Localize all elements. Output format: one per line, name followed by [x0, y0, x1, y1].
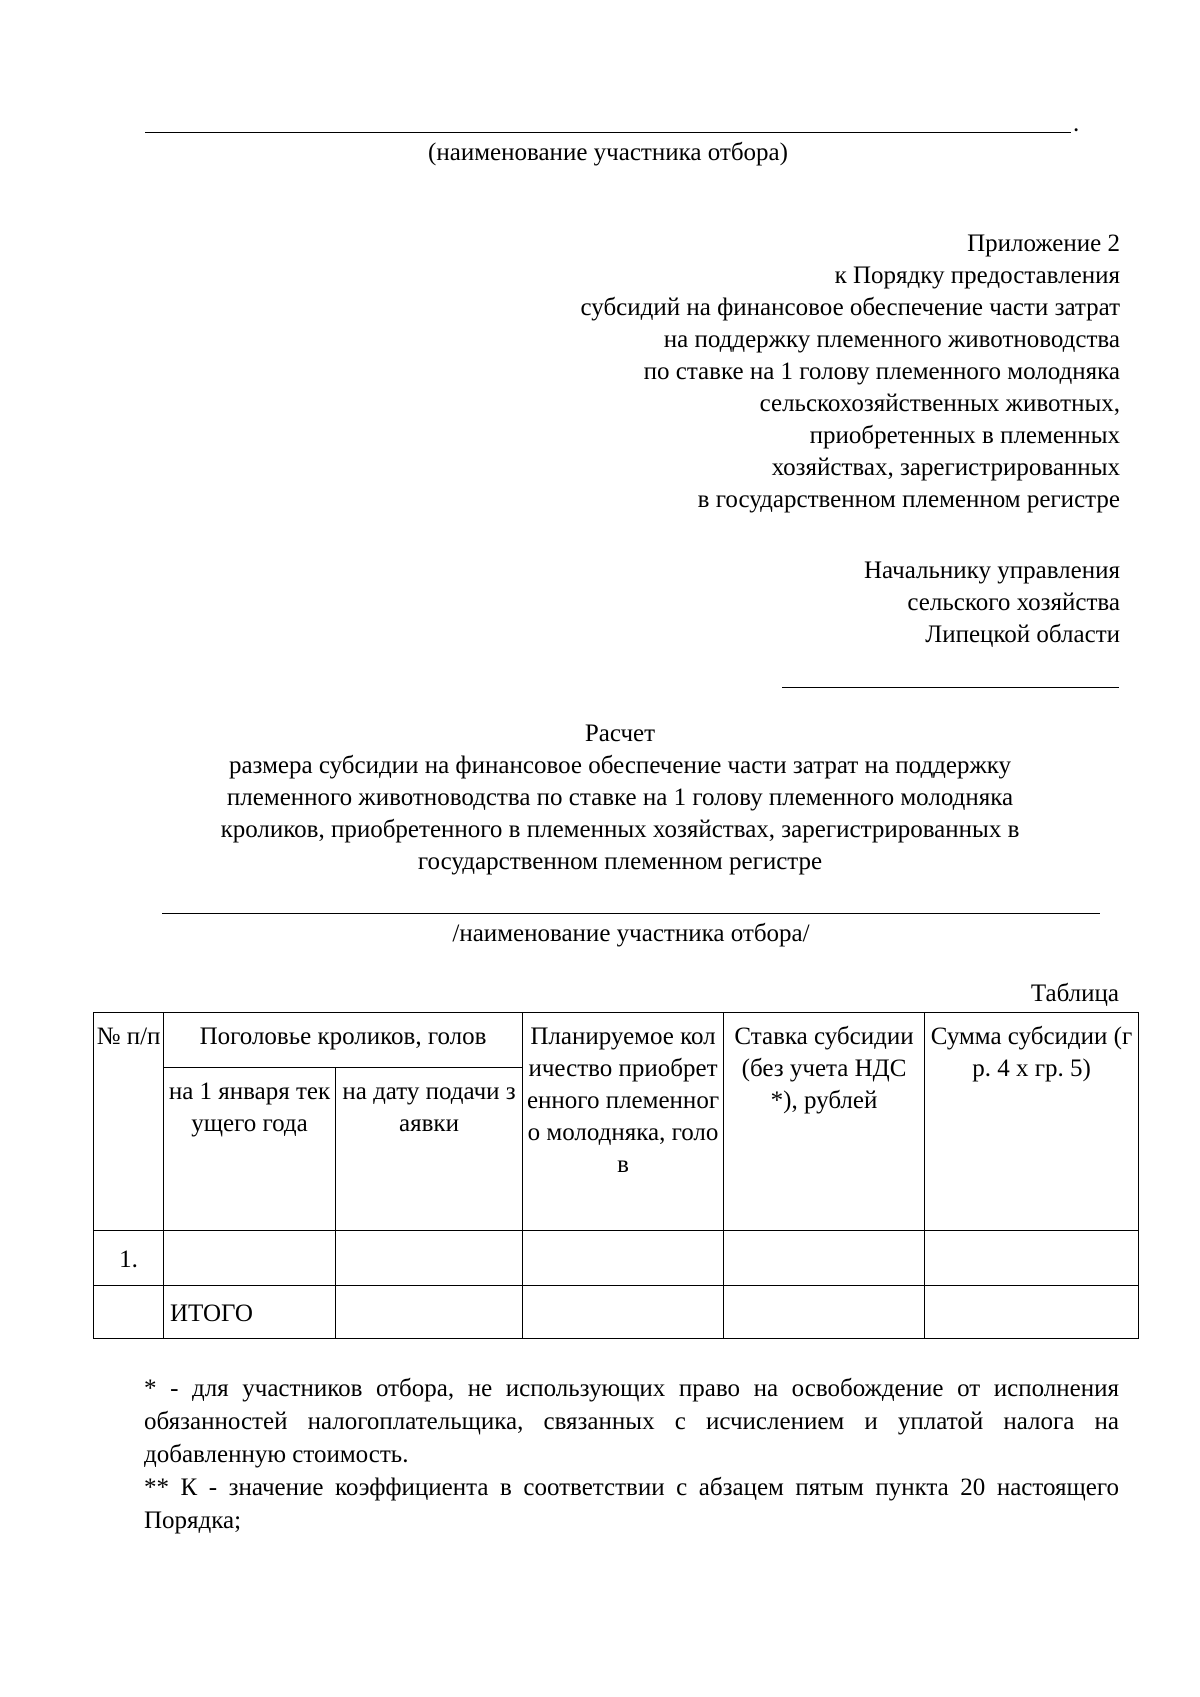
footnote-vat: * - для участников отбора, не использующих право на освобождение от исполнения обязанностей налогоплательщика, связанных с исчислением и уплатой налога на добавленную стоимость. — [144, 1375, 1119, 1468]
appendix-line: в государственном племенном регистре — [697, 486, 1120, 513]
participant-name-line — [162, 913, 1100, 914]
addressee-name-line — [782, 687, 1119, 688]
row-num-cell — [94, 1286, 164, 1339]
subsidy-table — [93, 1012, 1139, 1339]
header-jan1: на 1 января текущего года — [164, 1068, 336, 1231]
header-rate: Ставка субсидии (без учета НДС *), рублей — [724, 1013, 925, 1231]
period-mark: . — [1073, 110, 1080, 137]
appendix-line: субсидий на финансовое обеспечение части затрат — [580, 294, 1120, 321]
title-line: кроликов, приобретенного в племенных хозяйствах, зарегистрированных в — [220, 816, 1020, 843]
appendix-line: Приложение 2 — [967, 230, 1120, 257]
empty-cell — [724, 1286, 925, 1339]
header-application-date: на дату подачи заявки — [336, 1068, 523, 1231]
empty-cell — [925, 1286, 1139, 1339]
title-block — [160, 718, 1080, 878]
empty-cell — [336, 1231, 523, 1286]
document-heading: Расчет — [584, 720, 656, 747]
table-row — [94, 1231, 1139, 1286]
appendix-line: приобретенных в племенных — [809, 422, 1120, 449]
addressee-block — [700, 555, 1120, 651]
row-label-cell — [164, 1231, 336, 1286]
appendix-line: хозяйствах, зарегистрированных — [771, 454, 1120, 481]
empty-cell — [925, 1231, 1139, 1286]
appendix-block — [440, 228, 1120, 516]
title-line: племенного животноводства по ставке на 1 голову племенного молодняка — [226, 784, 1014, 811]
empty-cell — [523, 1286, 724, 1339]
header-num: № п/п — [94, 1013, 164, 1231]
header-sum: Сумма субсидии (гр. 4 х гр. 5) — [925, 1013, 1139, 1231]
addressee-line: Липецкой области — [925, 621, 1120, 648]
appendix-line: на поддержку племенного животноводства — [663, 326, 1120, 353]
header-livestock-group: Поголовье кроликов, голов — [164, 1013, 523, 1068]
table-caption: Таблица — [1030, 980, 1119, 1007]
participant-signature-line — [145, 132, 1071, 133]
header-planned: Планируемое количество приобретенного племенного молодняка, голов — [523, 1013, 724, 1231]
participant-caption: (наименование участника отбора) — [428, 139, 788, 166]
addressee-line: сельского хозяйства — [907, 589, 1120, 616]
table-row-total — [94, 1286, 1139, 1339]
empty-cell — [724, 1231, 925, 1286]
title-line: государственном племенном регистре — [417, 848, 823, 875]
appendix-line: сельскохозяйственных животных, — [759, 390, 1120, 417]
empty-cell — [336, 1286, 523, 1339]
addressee-line: Начальнику управления — [864, 557, 1120, 584]
total-label-cell: ИТОГО — [164, 1286, 336, 1339]
participant-name-caption: /наименование участника отбора/ — [452, 920, 810, 947]
row-num-cell: 1. — [94, 1231, 164, 1286]
appendix-line: по ставке на 1 голову племенного молодняка — [643, 358, 1120, 385]
appendix-line: к Порядку предоставления — [834, 262, 1120, 289]
footnotes — [144, 1372, 1119, 1537]
empty-cell — [523, 1231, 724, 1286]
title-line: размера субсидии на финансовое обеспечение части затрат на поддержку — [228, 752, 1012, 779]
footnote-coefficient: ** К - значение коэффициента в соответствии с абзацем пятым пункта 20 настоящего Порядка; — [144, 1474, 1119, 1534]
